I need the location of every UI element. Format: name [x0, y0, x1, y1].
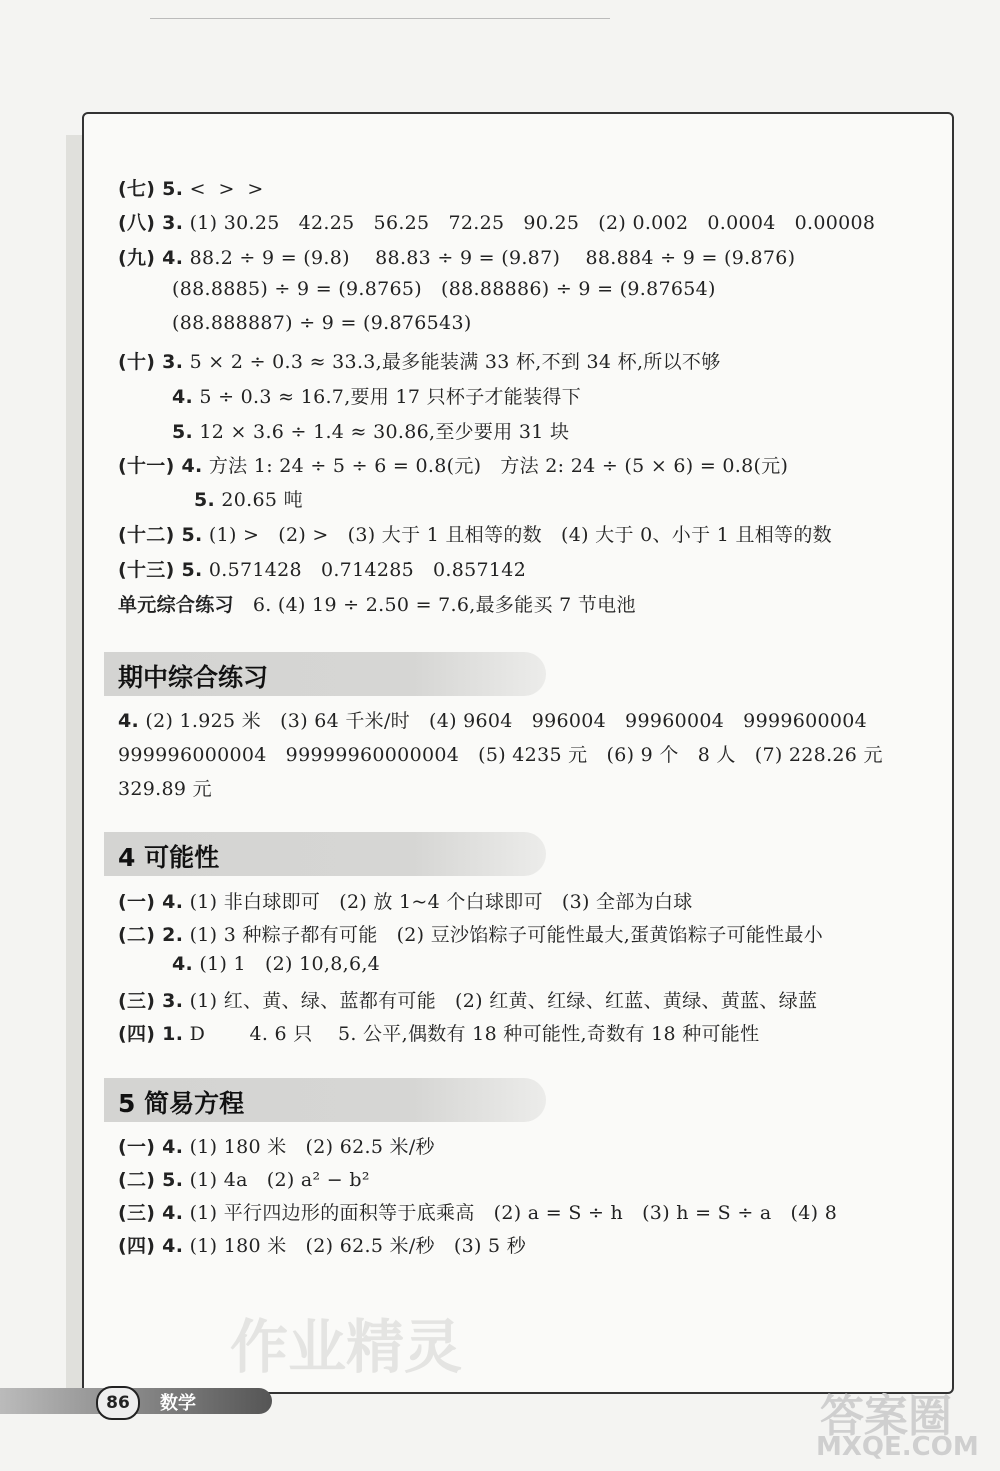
page-edge-shadow — [66, 135, 82, 1395]
answer-line: (一) 4. (1) 非白球即可 (2) 放 1~4 个白球即可 (3) 全部为白球 — [118, 891, 693, 913]
answer-line: 4. (2) 1.925 米 (3) 64 千米/时 (4) 9604 996004 99960004 9999600004 — [118, 710, 868, 732]
section-title: 5 简易方程 — [118, 1089, 245, 1118]
answer-line: 329.89 元 — [118, 778, 212, 800]
answer-line: (十一) 4. 方法 1: 24 ÷ 5 ÷ 6 = 0.8(元) 方法 2: 24 ÷ (5 × 6) = 0.8(元) — [118, 455, 789, 477]
section-banner-equations — [104, 1078, 546, 1122]
center-watermark: 作业精灵 — [230, 1313, 463, 1381]
answer-line: (88.888887) ÷ 9 = (9.876543) — [172, 312, 472, 334]
answer-line: 5. 12 × 3.6 ÷ 1.4 ≈ 30.86,至少要用 31 块 — [172, 421, 570, 443]
answer-line: (一) 4. (1) 180 米 (2) 62.5 米/秒 — [118, 1136, 435, 1158]
section-title: 4 可能性 — [118, 843, 220, 872]
answer-line: (四) 4. (1) 180 米 (2) 62.5 米/秒 (3) 5 秒 — [118, 1235, 527, 1257]
answer-line: (三) 3. (1) 红、黄、绿、蓝都有可能 (2) 红黄、红绿、红蓝、黄绿、黄蓝、绿蓝 — [118, 990, 818, 1012]
answer-line: (十) 3. 5 × 2 ÷ 0.3 ≈ 33.3,最多能装满 33 杯,不到 34 杯,所以不够 — [118, 351, 721, 373]
answer-line: (三) 4. (1) 平行四边形的面积等于底乘高 (2) a = S ÷ h (3) h = S ÷ a (4) 8 — [118, 1202, 838, 1224]
answer-line: (88.8885) ÷ 9 = (9.8765) (88.88886) ÷ 9 = (9.87654) — [172, 278, 716, 300]
site-watermark: MXQE.COM — [816, 1432, 979, 1462]
answer-line: 999996000004 99999960000004 (5) 4235 元 (6) 9 个 8 人 (7) 228.26 元 — [118, 744, 883, 766]
section-title: 期中综合练习 — [118, 663, 269, 692]
top-rule — [150, 18, 610, 19]
answer-line: 4. (1) 1 (2) 10,8,6,4 — [172, 953, 381, 975]
answer-line: 4. 5 ÷ 0.3 ≈ 16.7,要用 17 只杯子才能装得下 — [172, 386, 581, 408]
answer-line: (二) 5. (1) 4a (2) a² − b² — [118, 1169, 370, 1191]
answer-line: (十三) 5. 0.571428̇ 0.714285̇ 0.857142̇ — [118, 559, 527, 581]
answer-line: (二) 2. (1) 3 种粽子都有可能 (2) 豆沙馅粽子可能性最大,蛋黄馅粽子可能性最小 — [118, 924, 824, 946]
answer-line: 5. 20.65 吨 — [194, 489, 303, 511]
brand-watermark: 答案圈 — [820, 1391, 952, 1442]
answer-line: (八) 3. (1) 30.25 42.25 56.25 72.25 90.25 (2) 0.002 0.0004 0.00008 — [118, 212, 876, 234]
page-number: 86 — [96, 1386, 140, 1420]
section-banner-possibility — [104, 832, 546, 876]
answer-line: 单元综合练习 6. (4) 19 ÷ 2.50 = 7.6,最多能买 7 节电池 — [118, 594, 636, 616]
answer-line: (七) 5. < > > — [118, 178, 264, 200]
answer-line: (四) 1. D 4. 6 只 5. 公平,偶数有 18 种可能性,奇数有 18 种可能性 — [118, 1023, 760, 1045]
answer-line: (十二) 5. (1) > (2) > (3) 大于 1 且相等的数 (4) 大于 0、小于 1 且相等的数 — [118, 524, 832, 546]
subject-label: 数学 — [160, 1393, 196, 1414]
section-banner-midterm — [104, 652, 546, 696]
answer-line: (九) 4. 88.2 ÷ 9 = (9.8) 88.83 ÷ 9 = (9.87) 88.884 ÷ 9 = (9.876) — [118, 247, 796, 269]
